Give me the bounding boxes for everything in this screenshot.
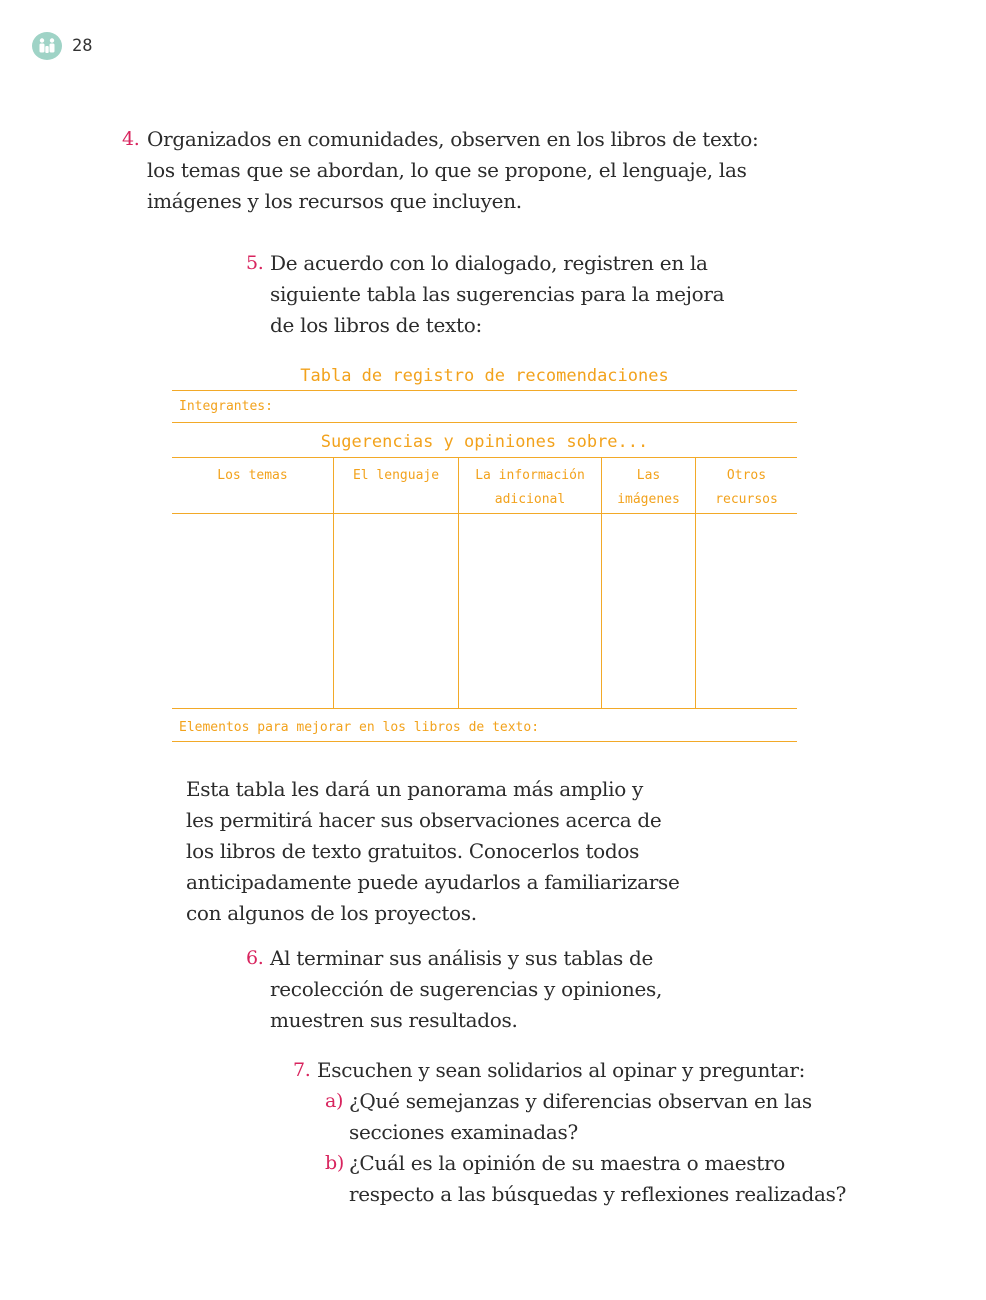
page-number: 28 — [72, 36, 93, 56]
column-header — [696, 458, 797, 514]
paragraph-line: con algunos de los proyectos. — [186, 901, 477, 925]
activity-item-7 — [293, 1055, 806, 1086]
community-people-icon — [32, 32, 62, 60]
paragraph-line: anticipadamente puede ayudarlos a familiarizarse — [186, 870, 680, 894]
column-header — [602, 458, 695, 514]
sub-item-letter: a) — [325, 1090, 344, 1112]
elementos-field[interactable]: Elementos para mejorar en los libros de texto: — [179, 720, 540, 735]
page-header — [32, 32, 92, 60]
item-text-line: imágenes y los recursos que incluyen. — [147, 189, 522, 213]
table-title: Tabla de registro de recomendaciones — [300, 366, 669, 386]
item-number: 7. — [293, 1059, 311, 1081]
column-header-line: recursos — [715, 492, 778, 507]
column-header-line: La información — [475, 468, 585, 483]
column-header — [334, 458, 458, 514]
item-text-line: muestren sus resultados. — [270, 1008, 518, 1032]
item-number: 5. — [246, 252, 264, 274]
column-header-line: adicional — [494, 492, 566, 507]
explanation-paragraph — [186, 774, 680, 929]
column-header-line: Las — [636, 468, 661, 483]
divider — [172, 741, 797, 742]
sub-item-text-line: respecto a las búsquedas y reflexiones realizadas? — [349, 1182, 847, 1206]
column-informacion-adicional[interactable] — [459, 458, 602, 708]
item-text-line: De acuerdo con lo dialogado, registren en la — [270, 251, 708, 275]
item-text-line: Al terminar sus análisis y sus tablas de — [270, 946, 654, 970]
column-header-line: Otros — [726, 468, 767, 483]
item-text-line: recolección de sugerencias y opiniones, — [270, 977, 663, 1001]
column-lenguaje[interactable] — [334, 458, 459, 708]
sub-item-b — [325, 1148, 847, 1210]
item-text-line: siguiente tabla las sugerencias para la mejora — [270, 282, 725, 306]
item-number: 4. — [122, 128, 140, 150]
activity-item-4 — [122, 124, 759, 217]
item-text-line: Organizados en comunidades, observen en los libros de texto: — [147, 127, 759, 151]
item-text-line: de los libros de texto: — [270, 313, 482, 337]
column-header-line: Los temas — [217, 468, 288, 483]
paragraph-line: Esta tabla les dará un panorama más amplio y — [186, 777, 644, 801]
sub-item-text-line: ¿Qué semejanzas y diferencias observan en las — [349, 1089, 812, 1113]
integrantes-field[interactable]: Integrantes: — [179, 399, 273, 414]
column-header-line: El lenguaje — [352, 468, 440, 483]
suggestions-title: Sugerencias y opiniones sobre... — [320, 432, 649, 452]
item-text-line: Escuchen y sean solidarios al opinar y preguntar: — [317, 1058, 806, 1082]
item-text-line: los temas que se abordan, lo que se propone, el lenguaje, las — [147, 158, 747, 182]
column-header — [459, 458, 601, 514]
column-header — [172, 458, 333, 514]
column-temas[interactable] — [172, 458, 334, 708]
paragraph-line: los libros de texto gratuitos. Conocerlos todos — [186, 839, 640, 863]
activity-item-5 — [246, 248, 725, 341]
column-otros-recursos[interactable] — [696, 458, 797, 708]
sub-item-text-line: secciones examinadas? — [349, 1120, 578, 1144]
column-header-line: imágenes — [617, 492, 680, 507]
paragraph-line: les permitirá hacer sus observaciones acerca de — [186, 808, 662, 832]
column-imagenes[interactable] — [602, 458, 696, 708]
item-number: 6. — [246, 947, 264, 969]
sub-item-letter: b) — [325, 1152, 344, 1174]
sub-item-text-line: ¿Cuál es la opinión de su maestra o maestro — [349, 1151, 786, 1175]
recommendations-table — [172, 362, 797, 742]
activity-item-6 — [246, 943, 663, 1036]
sub-item-a — [325, 1086, 812, 1148]
table-columns — [172, 458, 797, 708]
